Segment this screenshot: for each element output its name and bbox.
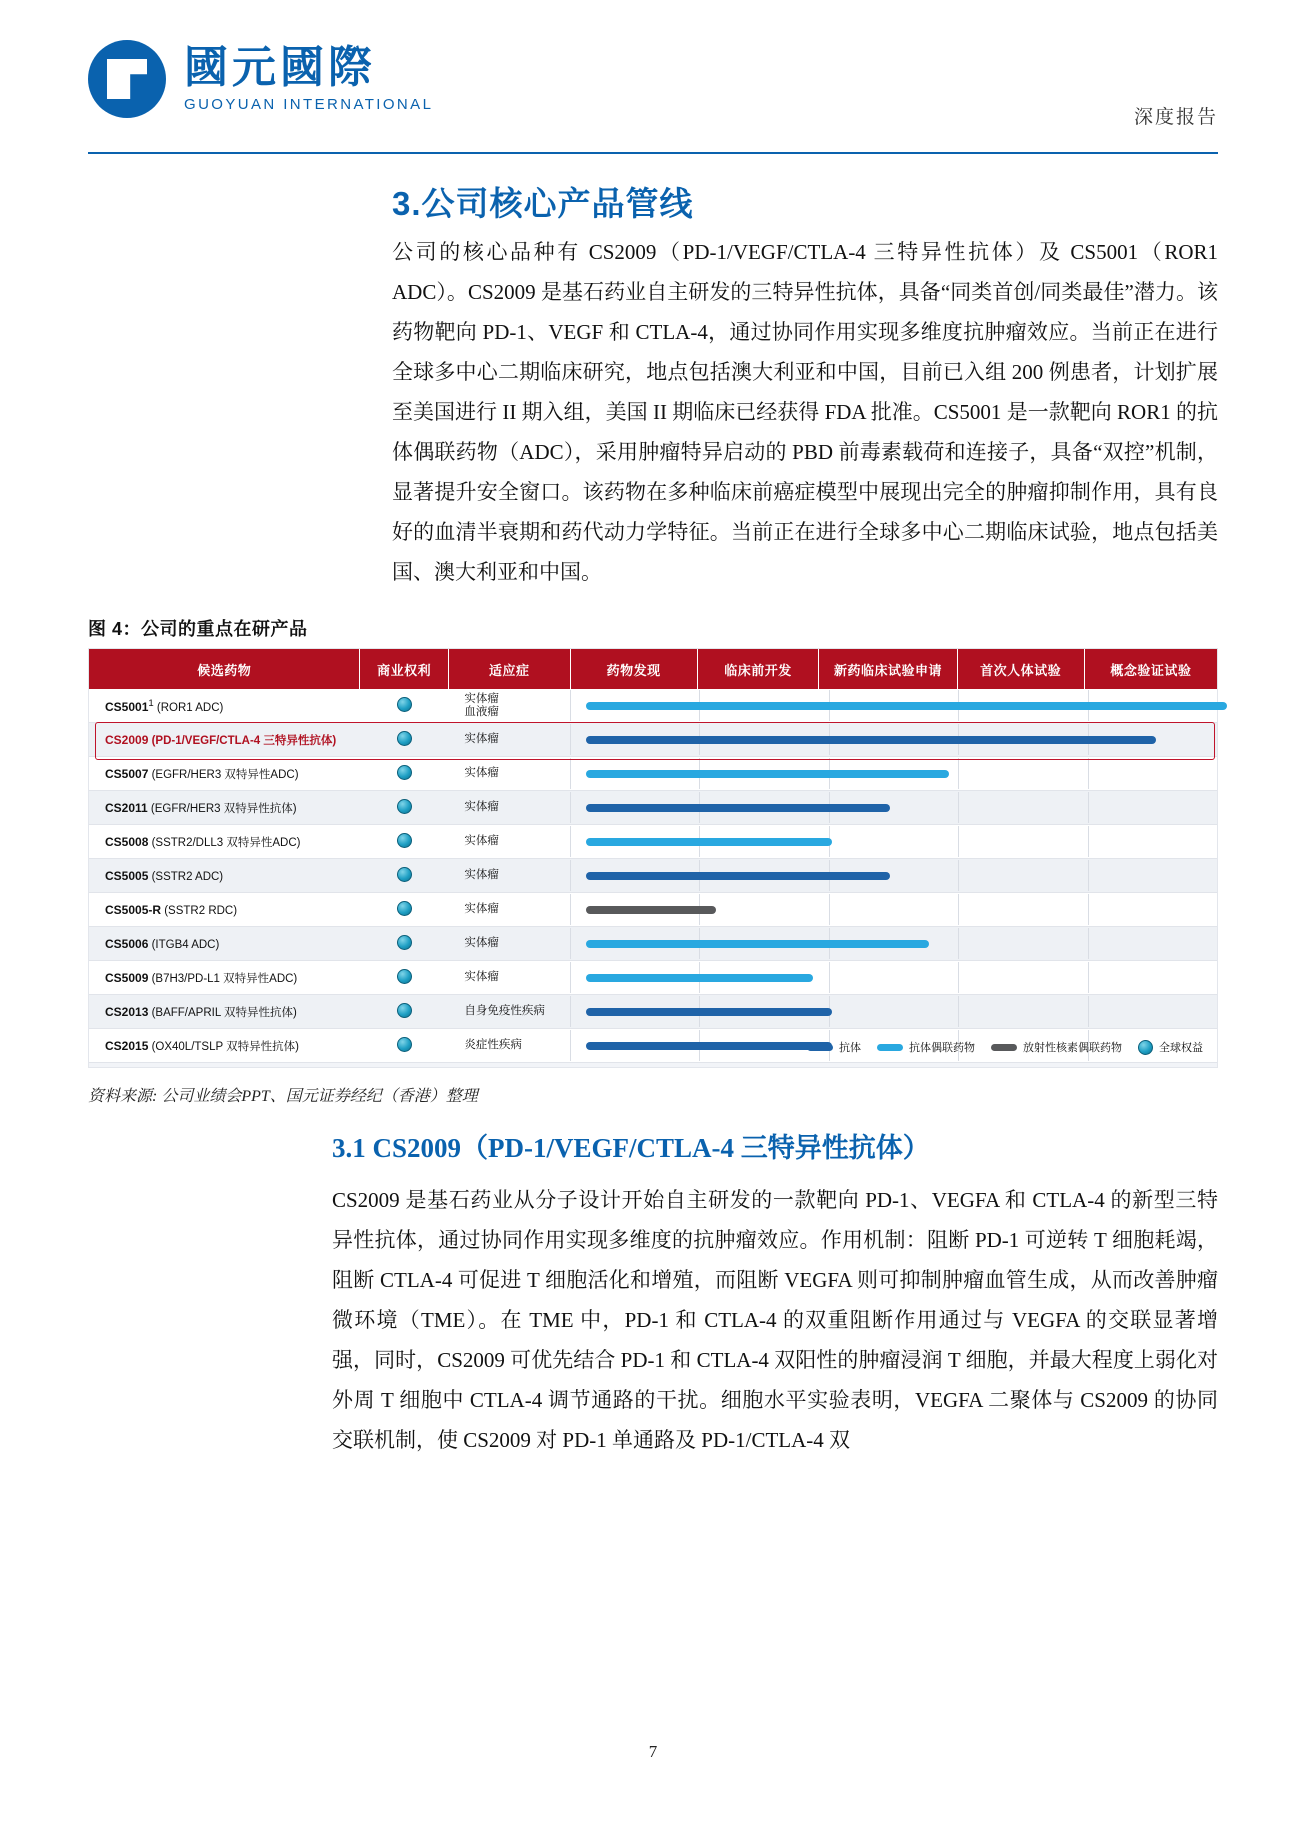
table-header-row (89, 649, 1217, 689)
progress-bar (586, 736, 1155, 744)
cell-candidate: CS2009 (PD-1/VEGF/CTLA-4 三特异性抗体) (89, 723, 360, 757)
stage-divider (570, 724, 571, 755)
stage-divider (958, 962, 959, 993)
cell-indication: 实体瘤 (448, 961, 570, 995)
legend-swatch-antibody (807, 1044, 833, 1051)
progress-bar (586, 940, 929, 948)
logo-mark-icon (88, 40, 166, 118)
legend-label-antibody: 抗体 (839, 1042, 861, 1054)
cell-rights (360, 791, 448, 825)
cell-candidate: CS5008 (SSTR2/DLL3 双特异性ADC) (89, 825, 360, 859)
table-row (89, 961, 1217, 995)
globe-icon (397, 969, 412, 984)
legend-label-adc: 抗体偶联药物 (909, 1042, 975, 1054)
cell-candidate: CS5005 (SSTR2 ADC) (89, 859, 360, 893)
header-divider (88, 152, 1218, 154)
cell-indication: 实体瘤 (448, 927, 570, 961)
col-poc: 概念验证试验 (1084, 649, 1217, 689)
cell-candidate: CS5005-R (SSTR2 RDC) (89, 893, 360, 927)
cell-rights (360, 927, 448, 961)
progress-bar (586, 872, 890, 880)
stage-divider (570, 1030, 571, 1061)
stage-divider (1088, 860, 1089, 891)
legend-item-adc (877, 1039, 975, 1055)
stage-divider (570, 928, 571, 959)
figure-legend (807, 1039, 1203, 1055)
cell-candidate: CS5001$^1$ (ROR1 ADC) (89, 689, 360, 723)
globe-icon (397, 731, 412, 746)
stage-divider (570, 690, 571, 721)
stage-divider (829, 962, 830, 993)
figure-title: 图 4：公司的重点在研产品 (88, 619, 308, 639)
cell-candidate: CS5009 (B7H3/PD-L1 双特异性ADC) (89, 961, 360, 995)
table-row (89, 723, 1217, 757)
table-row (89, 791, 1217, 825)
table-row (89, 927, 1217, 961)
cell-progress (570, 791, 1217, 825)
page-title: 3.公司核心产品管线 (392, 185, 694, 222)
progress-bar (586, 1008, 832, 1016)
figure-source: 资料来源: 公司业绩会PPT、国元证券经纪（香港）整理 (88, 1088, 478, 1105)
cell-rights (360, 825, 448, 859)
table-row (89, 893, 1217, 927)
col-rights: 商业权利 (360, 649, 448, 689)
logo-text-en: GUOYUAN INTERNATIONAL (184, 95, 434, 113)
cell-indication: 炎症性疾病 (448, 1029, 570, 1063)
cell-indication: 实体瘤 (448, 825, 570, 859)
stage-divider (829, 894, 830, 925)
cell-rights (360, 723, 448, 757)
col-indication: 适应症 (448, 649, 570, 689)
col-candidate: 候选药物 (89, 649, 360, 689)
cell-indication: 实体瘤 血液瘤 (448, 689, 570, 723)
progress-bar (586, 770, 948, 778)
cell-candidate: CS5007 (EGFR/HER3 双特异性ADC) (89, 757, 360, 791)
progress-bar (586, 906, 715, 914)
progress-bar (586, 974, 812, 982)
paragraph-intro: 公司的核心品种有 CS2009（PD-1/VEGF/CTLA-4 三特异性抗体）及 CS5001（ROR1 ADC）。CS2009 是基石药业自主研发的三特异性抗体，具备“同类首创/同类最佳”潜力。该药物靶向 PD-1、VEGF 和 CTLA-4，通过协同作用实现多维度抗肿瘤效应。当前正在进行全球多中心二期临床研究，地点包括澳大利亚和中国，目前已入组 200 例患者，计划扩展至美国进行 II 期入组，美国 II 期临床已经获得 FDA 批准。CS5001 是一款靶向 ROR1 的抗体偶联药物（ADC），采用肿瘤特异启动的 PBD 前毒素载荷和连接子，具备“双控”机制，显著提升安全窗口。该药物在多种临床前癌症模型中展现出完全的肿瘤抑制作用，具有良好的血清半衰期和药代动力学特征。当前正在进行全球多中心二期临床试验，地点包括美国、澳大利亚和中国。 (392, 240, 1218, 584)
pipeline-table (89, 649, 1217, 1063)
cell-progress (570, 689, 1217, 723)
cell-candidate: CS5006 (ITGB4 ADC) (89, 927, 360, 961)
company-logo (88, 40, 433, 118)
cell-indication: 自身免疫性疾病 (448, 995, 570, 1029)
cell-progress (570, 757, 1217, 791)
cell-rights (360, 995, 448, 1029)
cell-progress (570, 723, 1217, 757)
legend-item-global-rights (1138, 1039, 1203, 1055)
progress-bar (586, 838, 832, 846)
stage-divider (1088, 758, 1089, 789)
col-ind-filing: 新药临床试验申请 (819, 649, 957, 689)
cell-progress (570, 995, 1217, 1029)
cell-indication: 实体瘤 (448, 723, 570, 757)
paragraph-cs2009: CS2009 是基石药业从分子设计开始自主研发的一款靶向 PD-1、VEGFA 和 CTLA-4 的新型三特异性抗体，通过协同作用实现多维度的抗肿瘤效应。作用机制：阻断 PD-1 可逆转 T 细胞耗竭，阻断 CTLA-4 可促进 T 细胞活化和增殖，而阻断 VEGFA 则可抑制肿瘤血管生成，从而改善肿瘤微环境（TME）。在 TME 中，PD-1 和 CTLA-4 的双重阻断作用通过与 VEGFA 的交联显著增强，同时，CS2009 可优先结合 PD-1 和 CTLA-4 双阳性的肿瘤浸润 T 细胞，并最大程度上弱化对外周 T 细胞中 CTLA-4 调节通路的干扰。细胞水平实验表明，VEGFA 二聚体与 CS2009 的协同交联机制，使 CS2009 对 PD-1 单通路及 PD-1/CTLA-4 双 (332, 1188, 1218, 1452)
subsection-title: 3.1 CS2009（PD-1/VEGF/CTLA-4 三特异性抗体） (332, 1133, 930, 1163)
col-fih: 首次人体试验 (957, 649, 1084, 689)
legend-label-rdc: 放射性核素偶联药物 (1023, 1042, 1122, 1054)
stage-divider (570, 894, 571, 925)
stage-divider (958, 996, 959, 1027)
cell-progress (570, 927, 1217, 961)
progress-bar (586, 702, 1226, 710)
stage-divider (1088, 894, 1089, 925)
cell-progress (570, 825, 1217, 859)
col-preclinical: 临床前开发 (697, 649, 819, 689)
table-row (89, 689, 1217, 723)
legend-swatch-adc (877, 1044, 903, 1051)
stage-divider (1088, 826, 1089, 857)
cell-rights (360, 689, 448, 723)
table-row (89, 757, 1217, 791)
table-row (89, 995, 1217, 1029)
pipeline-figure (88, 648, 1218, 1068)
stage-divider (958, 928, 959, 959)
legend-swatch-rdc (991, 1044, 1017, 1051)
globe-icon (397, 1003, 412, 1018)
globe-icon (397, 833, 412, 848)
stage-divider (1088, 792, 1089, 823)
col-discovery: 药物发现 (570, 649, 697, 689)
cell-candidate: CS2011 (EGFR/HER3 双特异性抗体) (89, 791, 360, 825)
stage-divider (570, 826, 571, 857)
report-type-label: 深度报告 (1133, 107, 1218, 128)
stage-divider (570, 962, 571, 993)
logo-text-cn: 國元國際 (184, 42, 376, 92)
stage-divider (958, 894, 959, 925)
legend-label-global-rights: 全球权益 (1159, 1042, 1203, 1054)
stage-divider (1088, 928, 1089, 959)
stage-divider (570, 758, 571, 789)
cell-indication: 实体瘤 (448, 893, 570, 927)
stage-divider (958, 792, 959, 823)
cell-rights (360, 961, 448, 995)
globe-icon (397, 697, 412, 712)
progress-bar (586, 1042, 832, 1050)
cell-rights (360, 1029, 448, 1063)
globe-icon (397, 765, 412, 780)
stage-divider (570, 860, 571, 891)
stage-divider (570, 792, 571, 823)
stage-divider (1088, 962, 1089, 993)
globe-icon (397, 799, 412, 814)
cell-indication: 实体瘤 (448, 791, 570, 825)
stage-divider (1088, 996, 1089, 1027)
cell-rights (360, 757, 448, 791)
table-body (89, 689, 1217, 1063)
cell-candidate: CS2015 (OX40L/TSLP 双特异性抗体) (89, 1029, 360, 1063)
stage-divider (958, 826, 959, 857)
cell-rights (360, 859, 448, 893)
page-number: 7 (648, 1742, 658, 1761)
legend-item-rdc (991, 1039, 1122, 1055)
cell-progress (570, 961, 1217, 995)
cell-progress (570, 893, 1217, 927)
stage-divider (958, 758, 959, 789)
cell-indication: 实体瘤 (448, 859, 570, 893)
globe-icon (397, 867, 412, 882)
cell-progress (570, 859, 1217, 893)
cell-rights (360, 893, 448, 927)
globe-icon (1138, 1040, 1153, 1055)
stage-divider (570, 996, 571, 1027)
globe-icon (397, 935, 412, 950)
globe-icon (397, 901, 412, 916)
cell-indication: 实体瘤 (448, 757, 570, 791)
table-row (89, 859, 1217, 893)
progress-bar (586, 804, 890, 812)
cell-candidate: CS2013 (BAFF/APRIL 双特异性抗体) (89, 995, 360, 1029)
globe-icon (397, 1037, 412, 1052)
legend-item-antibody (807, 1039, 861, 1055)
page-header (88, 40, 1218, 150)
stage-divider (958, 860, 959, 891)
table-row (89, 825, 1217, 859)
